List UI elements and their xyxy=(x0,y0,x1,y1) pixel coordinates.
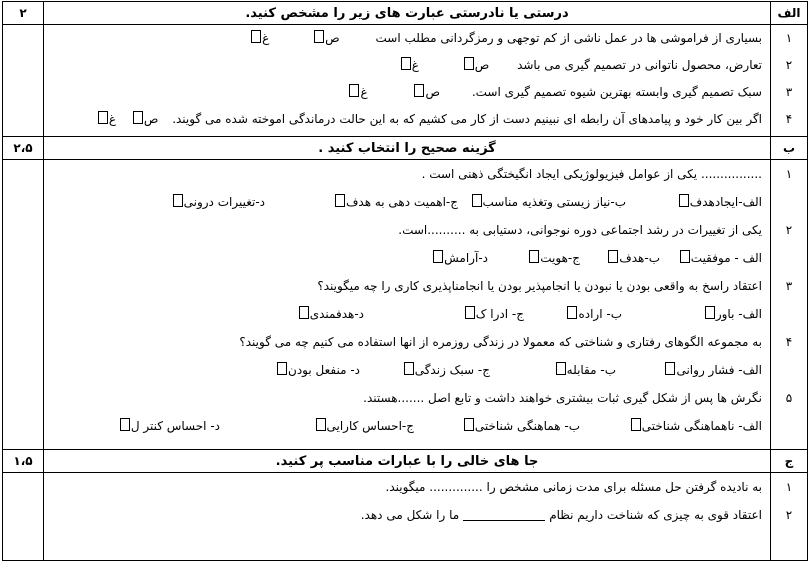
option-checkbox[interactable] xyxy=(705,306,715,319)
false-checkbox[interactable] xyxy=(98,111,108,124)
option-checkbox[interactable] xyxy=(120,418,130,431)
option-label: ج-احساس کارایی xyxy=(326,419,414,434)
question-row xyxy=(44,52,770,79)
section-title: جا های خالی را با عبارات مناسب پر کنید. xyxy=(44,450,771,473)
option-checkbox[interactable] xyxy=(277,362,287,375)
section-header-b xyxy=(3,137,808,160)
option-label: ب-هدف xyxy=(619,251,660,266)
question-text: به مجموعه الگوهای رفتاری و شناختی که معمولا در زندگی روزمره از انها استفاده می کنیم چه می گویند؟ xyxy=(239,335,762,350)
true-checkbox[interactable] xyxy=(414,84,424,97)
option-checkbox[interactable] xyxy=(608,250,618,263)
option-label: الف - موفقیت xyxy=(690,251,762,266)
question-number: ۱ xyxy=(785,31,793,45)
question-row xyxy=(44,501,770,529)
answer-blank[interactable] xyxy=(463,508,545,521)
question-text-before: اعتقاد قوی به چیزی که شناخت داریم نظام xyxy=(549,508,762,523)
question-row xyxy=(44,25,770,52)
section-body-b xyxy=(3,160,808,450)
option-checkbox[interactable] xyxy=(680,250,690,263)
question-text: بسیاری از فراموشی ها در عمل ناشی از کم توجهی و رمزگردانی مطلب است xyxy=(375,31,762,45)
option-checkbox[interactable] xyxy=(433,250,443,263)
section-header-a xyxy=(3,2,808,25)
question-text: نگرش ها پس از شکل گیری ثبات بیشتری خواهند داشت و تابع اصل .......هستند. xyxy=(363,391,762,406)
question-text: ................ یکی از عوامل فیزیولوژیکی ایجاد انگیختگی ذهنی است . xyxy=(421,167,762,182)
true-label: ص xyxy=(325,31,340,45)
true-label: ص xyxy=(425,85,440,99)
option-label: ج-هویت xyxy=(540,251,580,266)
question-number: ۴ xyxy=(785,335,793,350)
question-number: ۵ xyxy=(785,391,793,406)
option-label: ب- اراده xyxy=(578,307,622,322)
option-label: ب- مقابله xyxy=(566,363,616,378)
option-checkbox[interactable] xyxy=(665,362,675,375)
false-checkbox[interactable] xyxy=(401,57,411,70)
true-checkbox[interactable] xyxy=(314,30,324,43)
question-text: به نادیده گرفتن حل مسئله برای مدت زمانی مشخص را .............. میگویند. xyxy=(385,480,762,495)
option-label: د- منفعل بودن xyxy=(288,363,360,378)
option-checkbox[interactable] xyxy=(299,306,309,319)
section-score: ۱،۵ xyxy=(3,450,44,473)
option-checkbox[interactable] xyxy=(316,418,326,431)
question-text-after: ما را شکل می دهد. xyxy=(360,508,460,523)
options-row xyxy=(44,244,770,272)
option-label: الف-ایجادهدف xyxy=(689,195,762,210)
section-body-a xyxy=(3,25,808,137)
option-checkbox[interactable] xyxy=(631,418,641,431)
option-label: ج- ادرا ک xyxy=(475,307,524,322)
option-checkbox[interactable] xyxy=(556,362,566,375)
false-checkbox[interactable] xyxy=(349,84,359,97)
option-checkbox[interactable] xyxy=(464,418,474,431)
false-label: غ xyxy=(411,58,419,72)
options-row xyxy=(44,356,770,384)
option-checkbox[interactable] xyxy=(472,194,482,207)
option-label: د- احساس کنتر ل xyxy=(130,419,220,434)
option-label: ج- سبک زندگی xyxy=(414,363,490,378)
option-label: ب-نیاز زیستی وتغذیه مناسب xyxy=(482,195,626,210)
option-checkbox[interactable] xyxy=(529,250,539,263)
section-letter: الف xyxy=(771,2,808,25)
options-row xyxy=(44,412,770,440)
question-text: اعتقاد راسخ به واقعی بودن یا نبودن یا انجامپذیر بودن یا انجامناپذیری کاری را چه میگویند؟ xyxy=(317,279,762,294)
false-label: غ xyxy=(262,31,270,45)
question-row xyxy=(44,79,770,106)
option-checkbox[interactable] xyxy=(465,306,475,319)
question-number: ۳ xyxy=(785,279,793,294)
option-checkbox[interactable] xyxy=(679,194,689,207)
question-text: یکی از تغییرات در رشد اجتماعی دوره نوجوانی، دستیابی به ..........است. xyxy=(398,223,762,238)
question-number: ۳ xyxy=(785,85,793,99)
option-label: ب- هماهنگی شناختی xyxy=(474,419,580,434)
option-label: د-هدفمندی xyxy=(309,307,364,322)
section-score: ۲،۵ xyxy=(3,137,44,160)
section-letter: ب xyxy=(771,137,808,160)
section-title: گزینه صحیح را انتخاب کنید . xyxy=(44,137,771,160)
section-letter: ج xyxy=(771,450,808,473)
question-text: تعارض، محصول ناتوانی در تصمیم گیری می باشد xyxy=(517,58,762,72)
question-number: ۴ xyxy=(785,112,793,126)
false-label: غ xyxy=(108,112,117,126)
true-checkbox[interactable] xyxy=(464,57,474,70)
question-number: ۱ xyxy=(785,167,793,182)
section-body-c xyxy=(3,473,808,561)
option-label: الف- فشار روانی xyxy=(676,363,762,378)
true-label: ص xyxy=(143,112,159,126)
question-number: ۲ xyxy=(785,508,793,523)
false-checkbox[interactable] xyxy=(251,30,261,43)
section-score: ۲ xyxy=(3,2,44,25)
section-title: درستی یا نادرستی عبارت های زیر را مشخص کنید. xyxy=(44,2,771,25)
option-checkbox[interactable] xyxy=(335,194,345,207)
question-row xyxy=(44,106,770,133)
question-text: سبک تصمیم گیری وابسته بهترین شیوه تصمیم گیری است. xyxy=(471,85,762,99)
question-number: ۲ xyxy=(785,58,793,72)
false-label: غ xyxy=(360,85,368,99)
option-checkbox[interactable] xyxy=(404,362,414,375)
true-label: ص xyxy=(474,58,490,72)
option-label: د-تغییرات درونی xyxy=(183,195,265,210)
section-header-c xyxy=(3,450,808,473)
question-text: اگر بین کار خود و پیامدهای آن رابطه ای نبینیم دست از کار می کشیم که به این حالت درماندگی اموخته شده می گویند. xyxy=(172,112,762,126)
question-number: ۱ xyxy=(785,480,793,495)
option-label: الف- باور xyxy=(715,307,762,322)
option-label: د-آرامش xyxy=(444,251,488,266)
true-checkbox[interactable] xyxy=(133,111,143,124)
options-row xyxy=(44,300,770,328)
question-number: ۲ xyxy=(785,223,793,238)
options-row xyxy=(44,188,770,216)
option-label: الف- ناهماهنگی شناختی xyxy=(641,419,762,434)
option-checkbox[interactable] xyxy=(567,306,577,319)
exam-table xyxy=(2,1,808,561)
option-checkbox[interactable] xyxy=(173,194,183,207)
option-label: ج-اهمیت دهی به هدف xyxy=(345,195,458,210)
